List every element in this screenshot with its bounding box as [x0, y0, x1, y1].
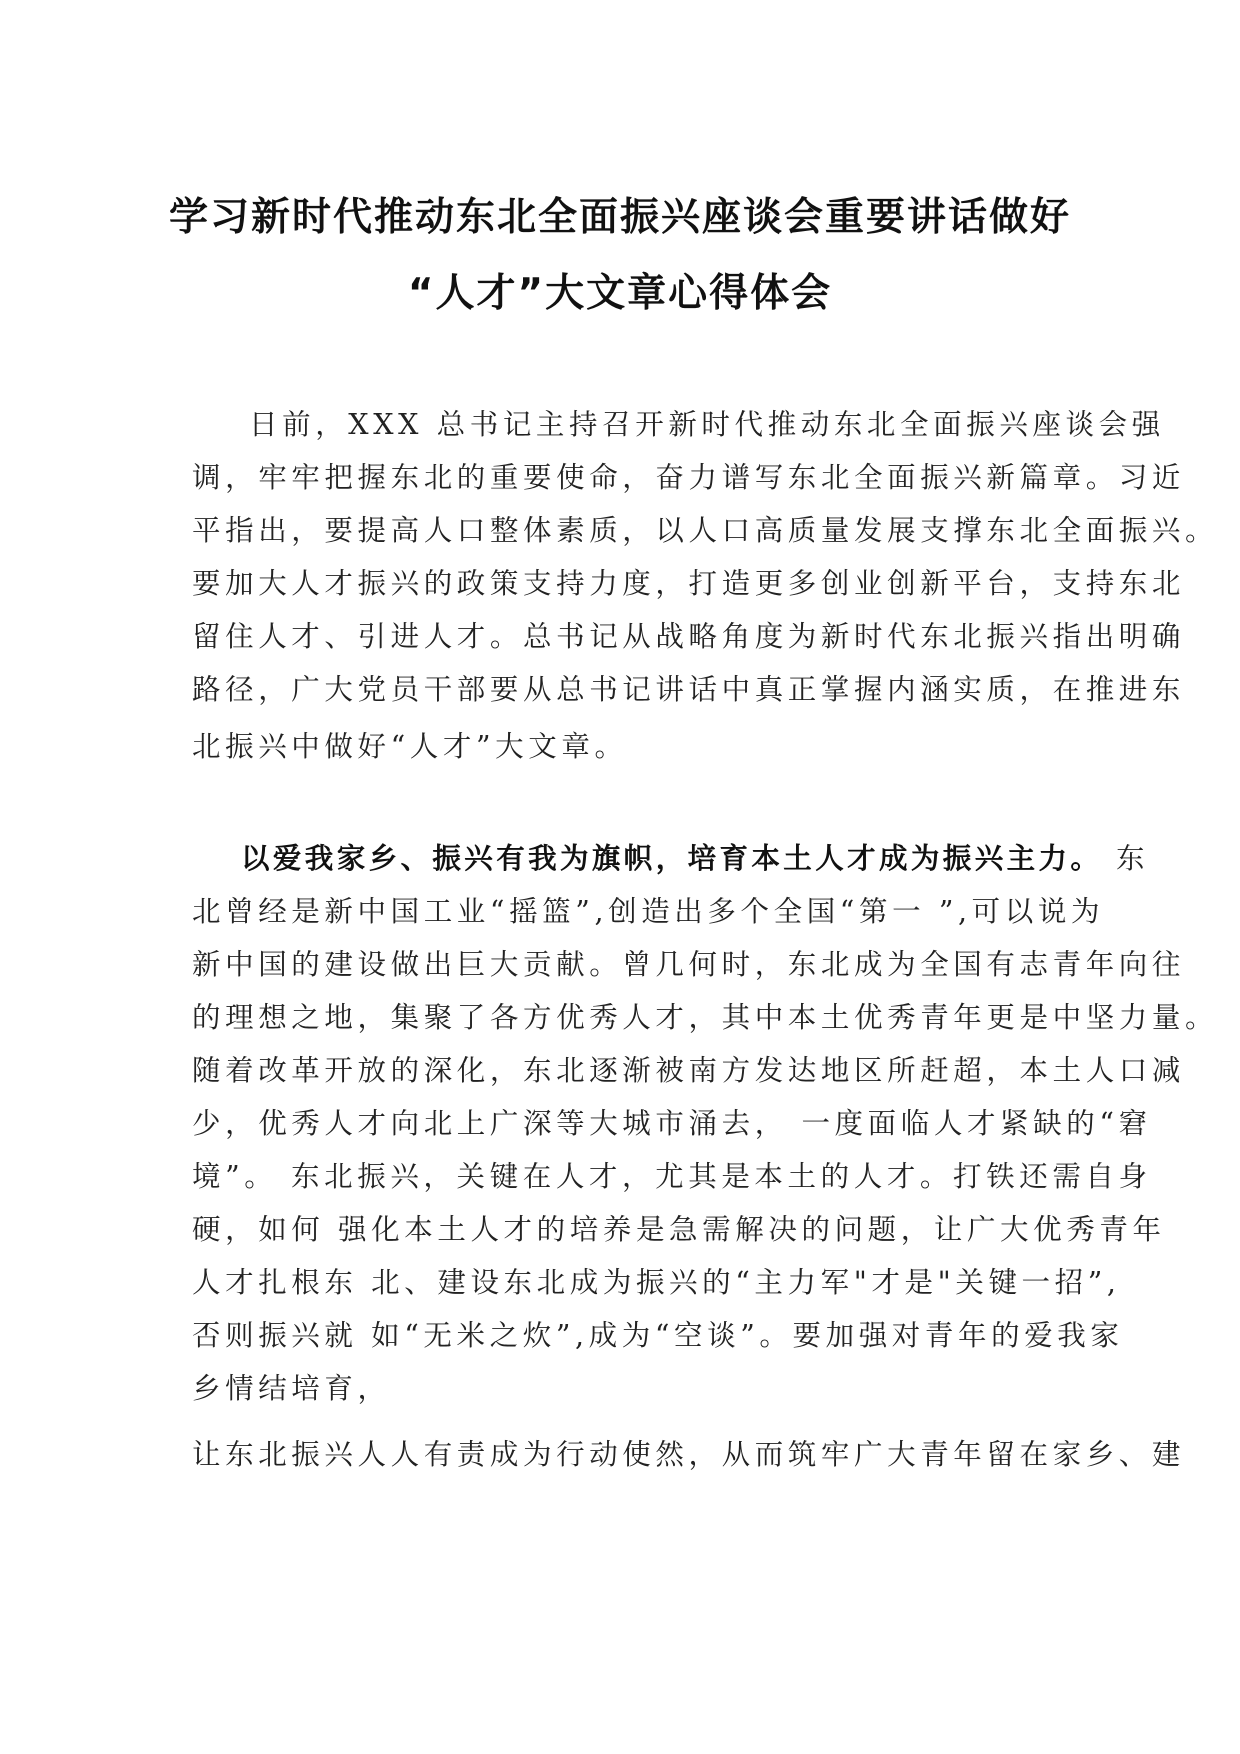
- paragraph-3-line: 让东北振兴人人有责成为行动使然，从而筑牢广大青年留在家乡、建: [192, 1438, 1186, 1471]
- paragraph-2-line: 随着改革开放的深化，东北逐渐被南方发达地区所赶超，本土人口减: [192, 1054, 1186, 1087]
- paragraph-1-line: 日前，XXX 总书记主持召开新时代推动东北全面振兴座谈会强: [249, 408, 1165, 441]
- paragraph-2-line: 境”。 东北振兴，关键在人才，尤其是本土的人才。打铁还需自身: [192, 1160, 1152, 1193]
- document-title-line-1: 学习新时代推动东北全面振兴座谈会重要讲话做好: [168, 195, 1071, 240]
- paragraph-1-line: 留住人才、引进人才。总书记从战略角度为新时代东北振兴指出明确: [192, 620, 1186, 653]
- paragraph-2-line: 硬，如何 强化本土人才的培养是急需解决的问题，让广大优秀青年: [192, 1213, 1166, 1246]
- paragraph-2-first-line: [241, 836, 1149, 877]
- paragraph-2-line: 否则振兴就 如“无米之炊”,成为“空谈”。要加强对青年的爱我家: [192, 1319, 1124, 1352]
- paragraph-1-line: 调，牢牢把握东北的重要使命，奋力谱写东北全面振兴新篇章。习近: [192, 461, 1186, 494]
- paragraph-2-lead-tail: 东: [1102, 842, 1150, 875]
- paragraph-2-line: 少，优秀人才向北上广深等大城市涌去， 一度面临人才紧缺的“窘: [192, 1107, 1152, 1140]
- paragraph-1-line: 北振兴中做好“人才”大文章。: [192, 730, 628, 763]
- document-title-line-2: “人才”大文章心得体会: [407, 271, 833, 316]
- paragraph-2-line: 新中国的建设做出巨大贡献。曾几何时，东北成为全国有志青年向往: [192, 948, 1186, 981]
- paragraph-2-line: 人才扎根东 北、建设东北成为振兴的“主力军"才是"关键一招”,: [192, 1266, 1121, 1299]
- paragraph-2-line: 乡情结培育，: [192, 1372, 391, 1405]
- paragraph-2-line: 的理想之地，集聚了各方优秀人才，其中本土优秀青年更是中坚力量。: [192, 1001, 1219, 1034]
- paragraph-2-line: 北曾经是新中国工业“摇篮”,创造出多个全国“第一 ”,可以说为: [192, 895, 1105, 928]
- paragraph-2-lead-sentence: 以爱我家乡、振兴有我为旗帜，培育本土人才成为振兴主力。: [241, 842, 1103, 875]
- paragraph-1-line: 路径，广大党员干部要从总书记讲话中真正掌握内涵实质，在推进东: [192, 673, 1186, 706]
- paragraph-1-line: 平指出，要提高人口整体素质，以人口高质量发展支撑东北全面振兴。: [192, 514, 1219, 547]
- paragraph-1-line: 要加大人才振兴的政策支持力度，打造更多创业创新平台，支持东北: [192, 567, 1186, 600]
